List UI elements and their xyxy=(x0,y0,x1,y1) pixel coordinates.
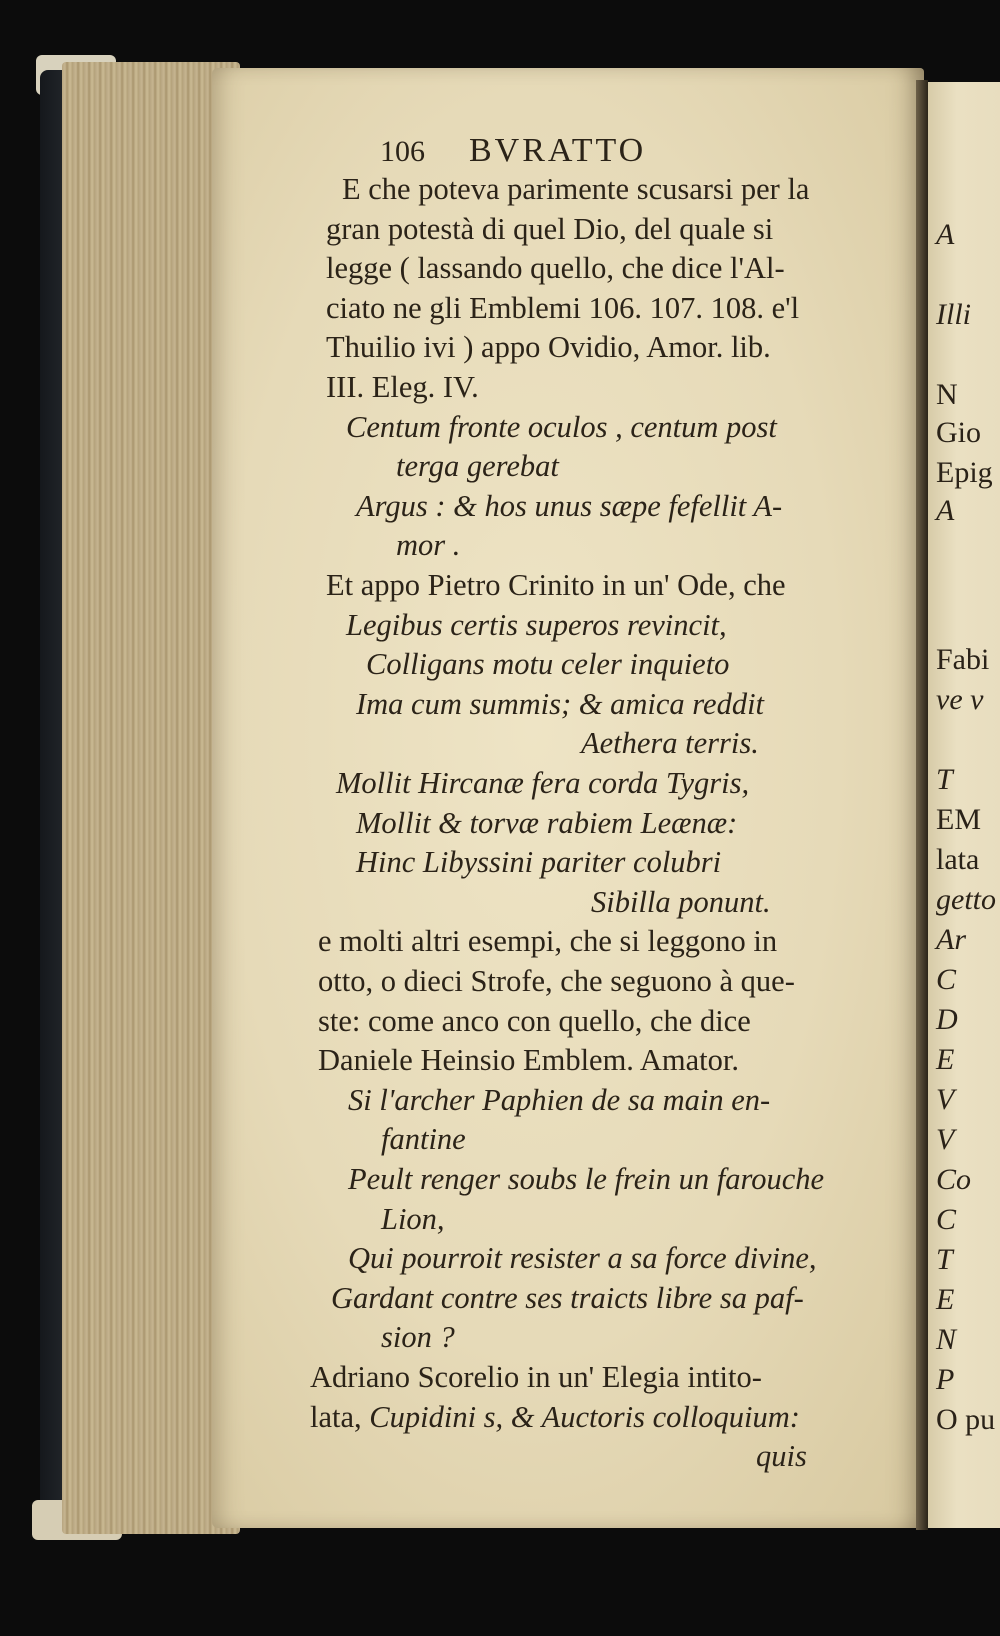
text-line: ste: come anco con quello, che dice xyxy=(318,1003,751,1038)
text-line: lata, Cupidini s, & Auctoris colloquium: xyxy=(310,1399,800,1434)
facing-page-fragment: A xyxy=(936,494,955,527)
running-header xyxy=(380,132,646,170)
facing-page-fragment: Ar xyxy=(936,923,966,956)
facing-page-fragment: E xyxy=(936,1283,955,1316)
text-line: gran potestà di quel Dio, del quale si xyxy=(326,211,774,246)
text-line: Et appo Pietro Crinito in un' Ode, che xyxy=(326,568,786,602)
facing-page-fragment: A xyxy=(936,218,955,251)
text-line: Lion, xyxy=(381,1201,445,1236)
page-number: 106 xyxy=(380,135,425,168)
running-head-title: BVRATTO xyxy=(469,132,647,169)
text-line: Colligans motu celer inquieto xyxy=(366,647,730,682)
text-line: Mollit & torvæ rabiem Leænæ: xyxy=(356,805,738,840)
facing-page-fragment: V xyxy=(936,1123,955,1156)
facing-page-fragment: V xyxy=(936,1083,955,1116)
facing-page-fragment: P xyxy=(936,1363,955,1396)
text-line: Thuilio ivi ) appo Ovidio, Amor. lib. xyxy=(326,330,771,365)
text-line: otto, o dieci Strofe, che seguono à que- xyxy=(318,964,795,998)
text-line: E che poteva parimente scusarsi per la xyxy=(342,172,810,206)
text-line: Ima cum summis; & amica reddit xyxy=(356,686,765,721)
facing-page-fragment: Epig xyxy=(936,456,993,489)
facing-page-fragment: Co xyxy=(936,1163,972,1196)
text-line: Sibilla ponunt. xyxy=(591,884,771,919)
facing-page-fragment: Gio xyxy=(936,416,981,449)
text-line: Centum fronte oculos , centum post xyxy=(346,409,777,444)
text-line: mor . xyxy=(396,528,461,563)
text-line: terga gerebat xyxy=(396,449,559,484)
text-line: ciato ne gli Emblemi 106. 107. 108. e'l xyxy=(326,290,800,325)
text-line: sion ? xyxy=(381,1320,455,1355)
text-line: fantine xyxy=(381,1122,466,1157)
text-line: Hinc Libyssini pariter colubri xyxy=(356,845,722,880)
text-line: Qui pourroit resister a sa force divine, xyxy=(348,1241,817,1276)
facing-page-fragment: E xyxy=(936,1043,955,1076)
facing-page-fragment: T xyxy=(936,1243,953,1276)
facing-page-fragment: ve v xyxy=(936,683,984,716)
text-line: e molti altri esempi, che si leggono in xyxy=(318,924,778,959)
text-line: Peult renger soubs le frein un farouche xyxy=(348,1162,825,1196)
facing-page-fragment: D xyxy=(936,1003,958,1036)
text-line: Mollit Hircanæ fera corda Tygris, xyxy=(336,766,750,800)
facing-page-fragment: C xyxy=(936,1203,957,1236)
text-line: Adriano Scorelio in un' Elegia intito- xyxy=(310,1360,762,1394)
text-line: Si l'archer Paphien de sa main en- xyxy=(348,1082,771,1117)
text-line: quis xyxy=(756,1439,807,1474)
facing-page-fragment: getto xyxy=(936,883,996,916)
facing-page-fragment: EM xyxy=(936,803,981,836)
facing-page xyxy=(928,82,1000,1528)
facing-page-fragment: N xyxy=(936,378,958,411)
text-line: Aethera terris. xyxy=(581,726,759,761)
text-line: Argus : & hos unus sæpe fefellit A- xyxy=(356,488,783,523)
facing-page-fragment: T xyxy=(936,763,953,796)
text-line: Gardant contre ses traicts libre sa paf- xyxy=(331,1280,804,1315)
facing-page-fragment: Fabi xyxy=(936,643,990,676)
text-line: legge ( lassando quello, che dice l'Al- xyxy=(326,251,785,286)
facing-page-fragment: N xyxy=(936,1323,957,1356)
facing-page-fragment: O pu xyxy=(936,1403,996,1436)
text-line: Legibus certis superos revincit, xyxy=(346,607,727,642)
text-line: Daniele Heinsio Emblem. Amator. xyxy=(318,1043,739,1078)
facing-page-fragment: Illi xyxy=(936,298,971,331)
facing-page-fragment: lata xyxy=(936,843,980,876)
facing-page-fragment: C xyxy=(936,963,957,996)
book-gutter xyxy=(916,80,928,1530)
text-line: III. Eleg. IV. xyxy=(326,370,479,404)
